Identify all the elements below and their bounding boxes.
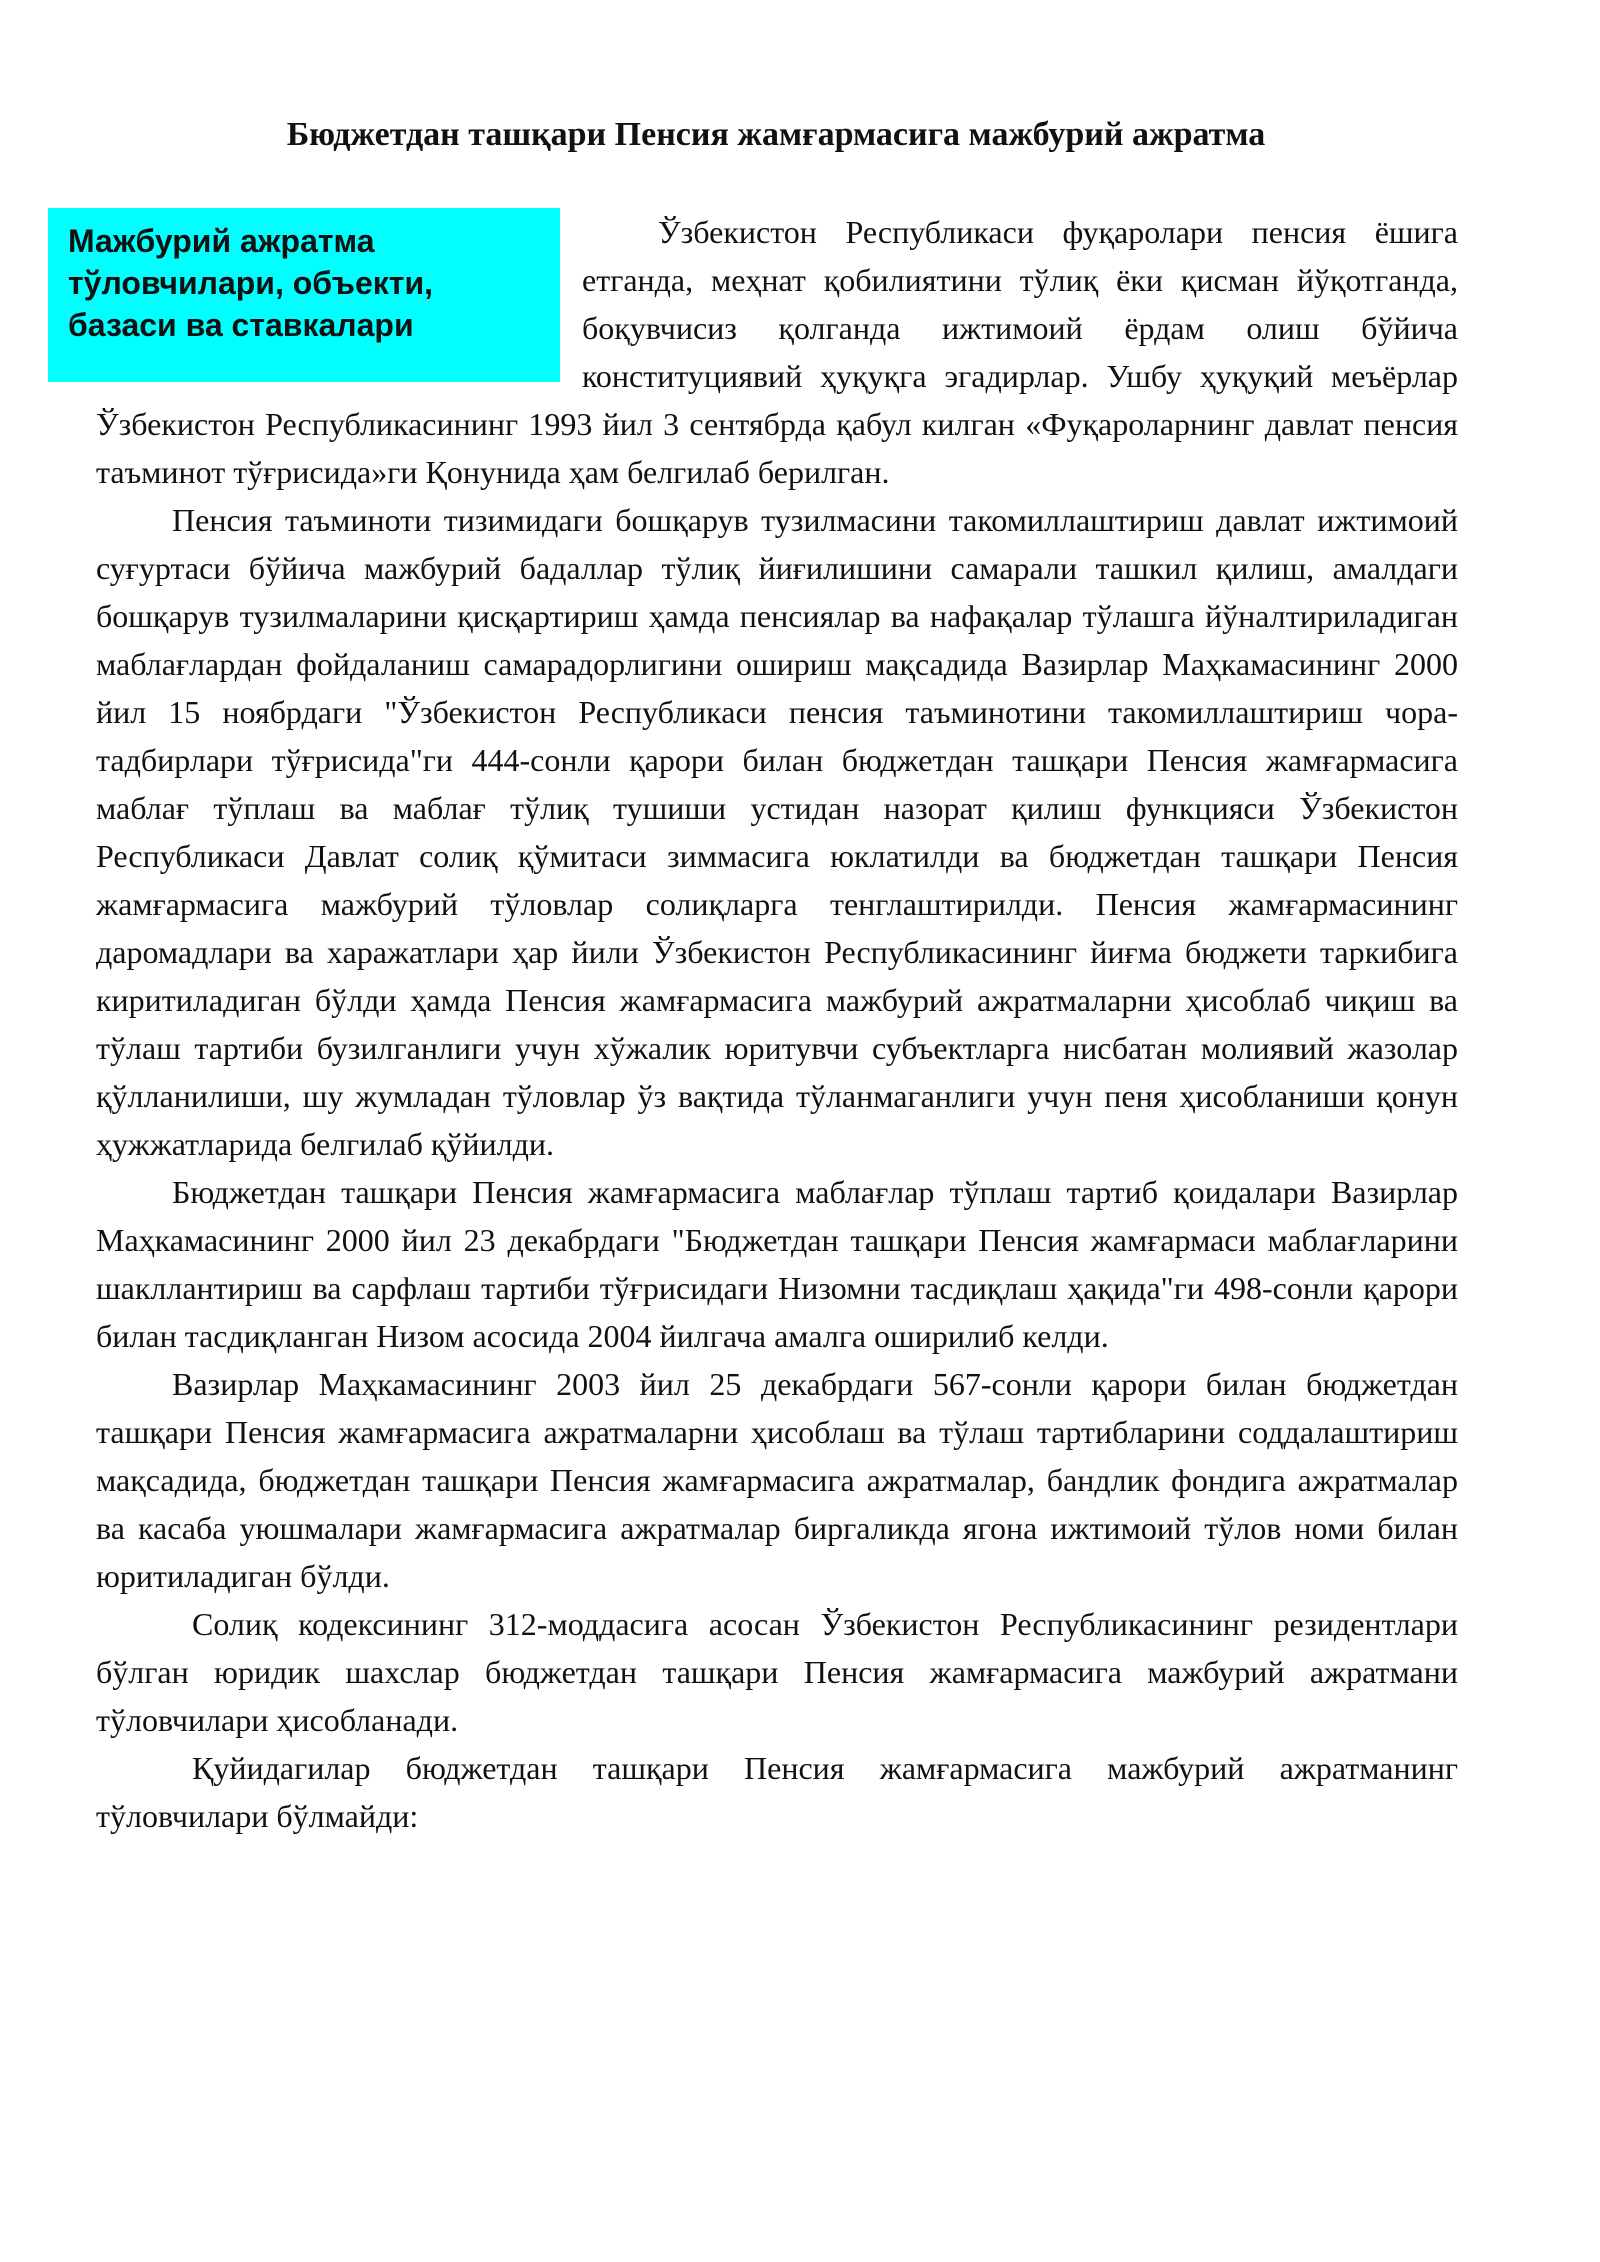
paragraph-6: Қуйидагилар бюджетдан ташқари Пенсия жамғармасига мажбурий ажратманинг тўловчилари бўлмайди: — [96, 1750, 1458, 1834]
document-title: Бюджетдан ташқари Пенсия жамғармасига мажбурий ажратма — [286, 116, 1266, 153]
document-body — [68, 208, 1458, 1840]
sidebar-heading-box: Мажбурий ажратма тўловчилари, объекти, базаси ва ставкалари — [48, 208, 560, 382]
paragraph-4: Вазирлар Маҳкамасининг 2003 йил 25 декабрдаги 567-сонли қарори билан бюджетдан ташқари Пенсия жамғармасига ажратмаларни ҳисоблаш ва тўлаш тартибларини соддалаштириш мақсадида, бюджетдан ташқари Пенсия жамғармасига ажратмалар, бандлик фондига ажратмалар ва касаба уюшмалари жамғармасига ажратмалар биргаликда ягона ижтимоий тўлов номи билан юритиладиган бўлди. — [96, 1366, 1458, 1594]
paragraph-5: Солиқ кодексининг 312-моддасига асосан Ўзбекистон Республикасининг резидентлари бўлган юридик шахслар бюджетдан ташқари Пенсия жамғармасига мажбурий ажратмани тўловчилари ҳисобланади. — [96, 1606, 1458, 1738]
paragraph-2: Пенсия таъминоти тизимидаги бошқарув тузилмасини такомиллаштириш давлат ижтимоий суғуртаси бўйича мажбурий бадаллар тўлиқ йиғилишини самарали ташкил қилиш, амалдаги бошқарув тузилмаларини қисқартириш ҳамда пенсиялар ва нафақалар тўлашга йўналтириладиган маблағлардан фойдаланиш самарадорлигини ошириш мақсадида Вазирлар Маҳкамасининг 2000 йил 15 ноябрдаги "Ўзбекистон Республикаси пенсия таъминотини такомиллаштириш чора-тадбирлари тўғрисида"ги 444-сонли қарори билан бюджетдан ташқари Пенсия жамғармасига маблағ тўплаш ва маблағ тўлиқ тушиши устидан назорат қилиш функцияси Ўзбекистон Республикаси Давлат солиқ қўмитаси зиммасига юклатилди ва бюджетдан ташқари Пенсия жамғармасига мажбурий тўловлар солиқларга тенглаштирилди. Пенсия жамғармасининг даромадлари ва харажатлари ҳар йили Ўзбекистон Республикасининг йиғма бюджети таркибига киритиладиган бўлди ҳамда Пенсия жамғармасига мажбурий ажратмаларни ҳисоблаб чиқиш ва тўлаш тартиби бузилганлиги учун хўжалик юритувчи субъектларга нисбатан молиявий жазолар қўлланилиши, шу жумладан тўловлар ўз вақтида тўланмаганлиги учун пеня ҳисобланиши қонун ҳужжатларида белгилаб қўйилди. — [96, 502, 1458, 1162]
paragraph-1: Ўзбекистон Республикаси фуқаролари пенсия ёшига етганда, меҳнат қобилиятини тўлиқ ёки қисман йўқотганда, боқувчисиз қолганда ижтимоий ёрдам олиш бўйича конституциявий ҳуқуқга эгадирлар. Ушбу ҳуқуқий меъёрлар Ўзбекистон Республикасининг 1993 йил 3 сентябрда қабул килган «Фуқароларнинг давлат пенсия таъминот тўғрисида»ги Қонунида ҳам белгилаб берилган. — [96, 214, 1458, 490]
paragraph-3: Бюджетдан ташқари Пенсия жамғармасига маблағлар тўплаш тартиб қоидалари Вазирлар Маҳкамасининг 2000 йил 23 декабрдаги "Бюджетдан ташқари Пенсия жамғармаси маблағларини шакллантириш ва сарфлаш тартиби тўғрисидаги Низомни тасдиқлаш ҳақида"ги 498-сонли қарори билан тасдиқланган Низом асосида 2004 йилгача амалга оширилиб келди. — [96, 1174, 1458, 1354]
